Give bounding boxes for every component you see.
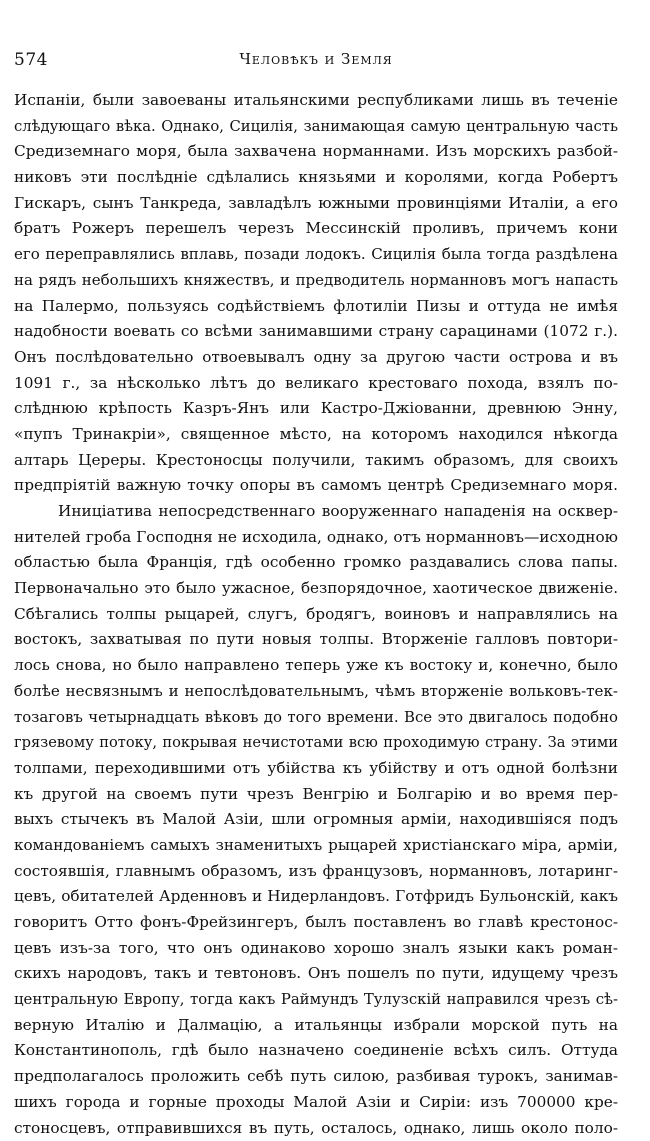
text-line: «пупъ Тринакріи», священное мѣсто, на которомъ находился нѣкогда: [14, 422, 618, 448]
text-line: цевъ изъ-за того, что онъ одинаково хорошо зналъ языки какъ роман-: [14, 936, 618, 962]
body-text: [14, 88, 618, 1141]
text-line: центральную Европу, тогда какъ Раймундъ Тулузскій направился чрезъ сѣ-: [14, 987, 618, 1013]
text-line: говоритъ Отто фонъ-Фрейзингеръ, былъ поставленъ во главѣ крестонос-: [14, 910, 618, 936]
text-line: состоявшія, главнымъ образомъ, изъ французовъ, норманновъ, лотаринг-: [14, 859, 618, 885]
text-line: на Палермо, пользуясь содѣйствіемъ флотиліи Пизы и оттуда не имѣя: [14, 294, 618, 320]
text-line: Гискаръ, сынъ Танкреда, завладѣлъ южными провинціями Италіи, а его: [14, 191, 618, 217]
text-line: Сбѣгались толпы рыцарей, слугъ, бродягъ, воиновъ и направлялись на: [14, 602, 618, 628]
text-line: цевъ, обитателей Арденновъ и Нидерландовъ. Готфридъ Бульонскій, какъ: [14, 884, 618, 910]
text-line: слѣднюю крѣпость Казръ-Янъ или Кастро-Джіованни, древнюю Энну,: [14, 396, 618, 422]
text-line: Средиземнаго моря, была захвачена норманнами. Изъ морскихъ разбой-: [14, 139, 618, 165]
text-line: лось снова, но было направлено теперь уже къ востоку и, конечно, было: [14, 653, 618, 679]
book-page: [14, 50, 618, 1141]
text-line: на рядъ небольшихъ княжествъ, и предводитель норманновъ могъ напасть: [14, 268, 618, 294]
text-line: 1091 г., за нѣсколько лѣтъ до великаго крестоваго похода, взялъ по-: [14, 371, 618, 397]
text-line: братъ Рожеръ перешелъ черезъ Мессинскій проливъ, причемъ кони: [14, 216, 618, 242]
text-line: Константинополь, гдѣ было назначено соединеніе всѣхъ силъ. Оттуда: [14, 1038, 618, 1064]
text-line: къ другой на своемъ пути чрезъ Венгрію и Болгарію и во время пер-: [14, 782, 618, 808]
text-line: областью была Франція, гдѣ особенно громко раздавались слова папы.: [14, 550, 618, 576]
page-number: 574: [14, 50, 48, 70]
page-header: [14, 50, 618, 78]
text-line: скихъ народовъ, такъ и тевтоновъ. Онъ пошелъ по пути, идущему чрезъ: [14, 961, 618, 987]
text-line: востокъ, захватывая по пути новыя толпы. Вторженіе галловъ повтори-: [14, 627, 618, 653]
text-line: Онъ послѣдовательно отвоевывалъ одну за другою части острова и въ: [14, 345, 618, 371]
text-line: слѣдующаго вѣка. Однако, Сицилія, занимающая самую центральную часть: [14, 114, 618, 140]
text-line: Испаніи, были завоеваны итальянскими республиками лишь въ теченіе: [14, 88, 618, 114]
text-line: толпами, переходившими отъ убійства къ убійству и отъ одной болѣзни: [14, 756, 618, 782]
text-line: надобности воевать со всѣми занимавшими страну сарацинами (1072 г.).: [14, 319, 618, 345]
text-line: выхъ стычекъ въ Малой Азіи, шли огромныя арміи, находившіяся подъ: [14, 807, 618, 833]
text-line: его переправлялись вплавь, позади лодокъ. Сицилія была тогда раздѣлена: [14, 242, 618, 268]
running-title: Человѣкъ и Земля: [14, 50, 618, 68]
text-line: Первоначально это было ужасное, безпорядочное, хаотическое движеніе.: [14, 576, 618, 602]
text-line: шихъ города и горные проходы Малой Азіи и Сиріи: изъ 700000 кре-: [14, 1090, 618, 1116]
text-line: никовъ эти послѣдніе сдѣлались князьями и королями, когда Робертъ: [14, 165, 618, 191]
text-line: командованіемъ самыхъ знаменитыхъ рыцарей христіанскаго міра, арміи,: [14, 833, 618, 859]
text-line: алтарь Цереры. Крестоносцы получили, такимъ образомъ, для своихъ: [14, 448, 618, 474]
text-line: предпріятій важную точку опоры въ самомъ центрѣ Средиземнаго моря.: [14, 473, 618, 499]
text-line: нителей гроба Господня не исходила, однако, отъ норманновъ—исходною: [14, 525, 618, 551]
text-line: болѣе несвязнымъ и непослѣдовательнымъ, чѣмъ вторженіе вольковъ-тек-: [14, 679, 618, 705]
text-line: предполагалось проложить себѣ путь силою, разбивая турокъ, занимав-: [14, 1064, 618, 1090]
text-line: грязевому потоку, покрывая нечистотами всю проходимую страну. За этими: [14, 730, 618, 756]
paragraph-first-line: Иниціатива непосредственнаго вооруженнаго нападенія на осквер-: [14, 499, 618, 525]
text-line: верную Италію и Далмацію, а итальянцы избрали морской путь на: [14, 1013, 618, 1039]
text-line: стоносцевъ, отправившихся въ путь, осталось, однако, лишь около поло-: [14, 1116, 618, 1141]
text-line: тозаговъ четырнадцать вѣковъ до того времени. Все это двигалось подобно: [14, 705, 618, 731]
